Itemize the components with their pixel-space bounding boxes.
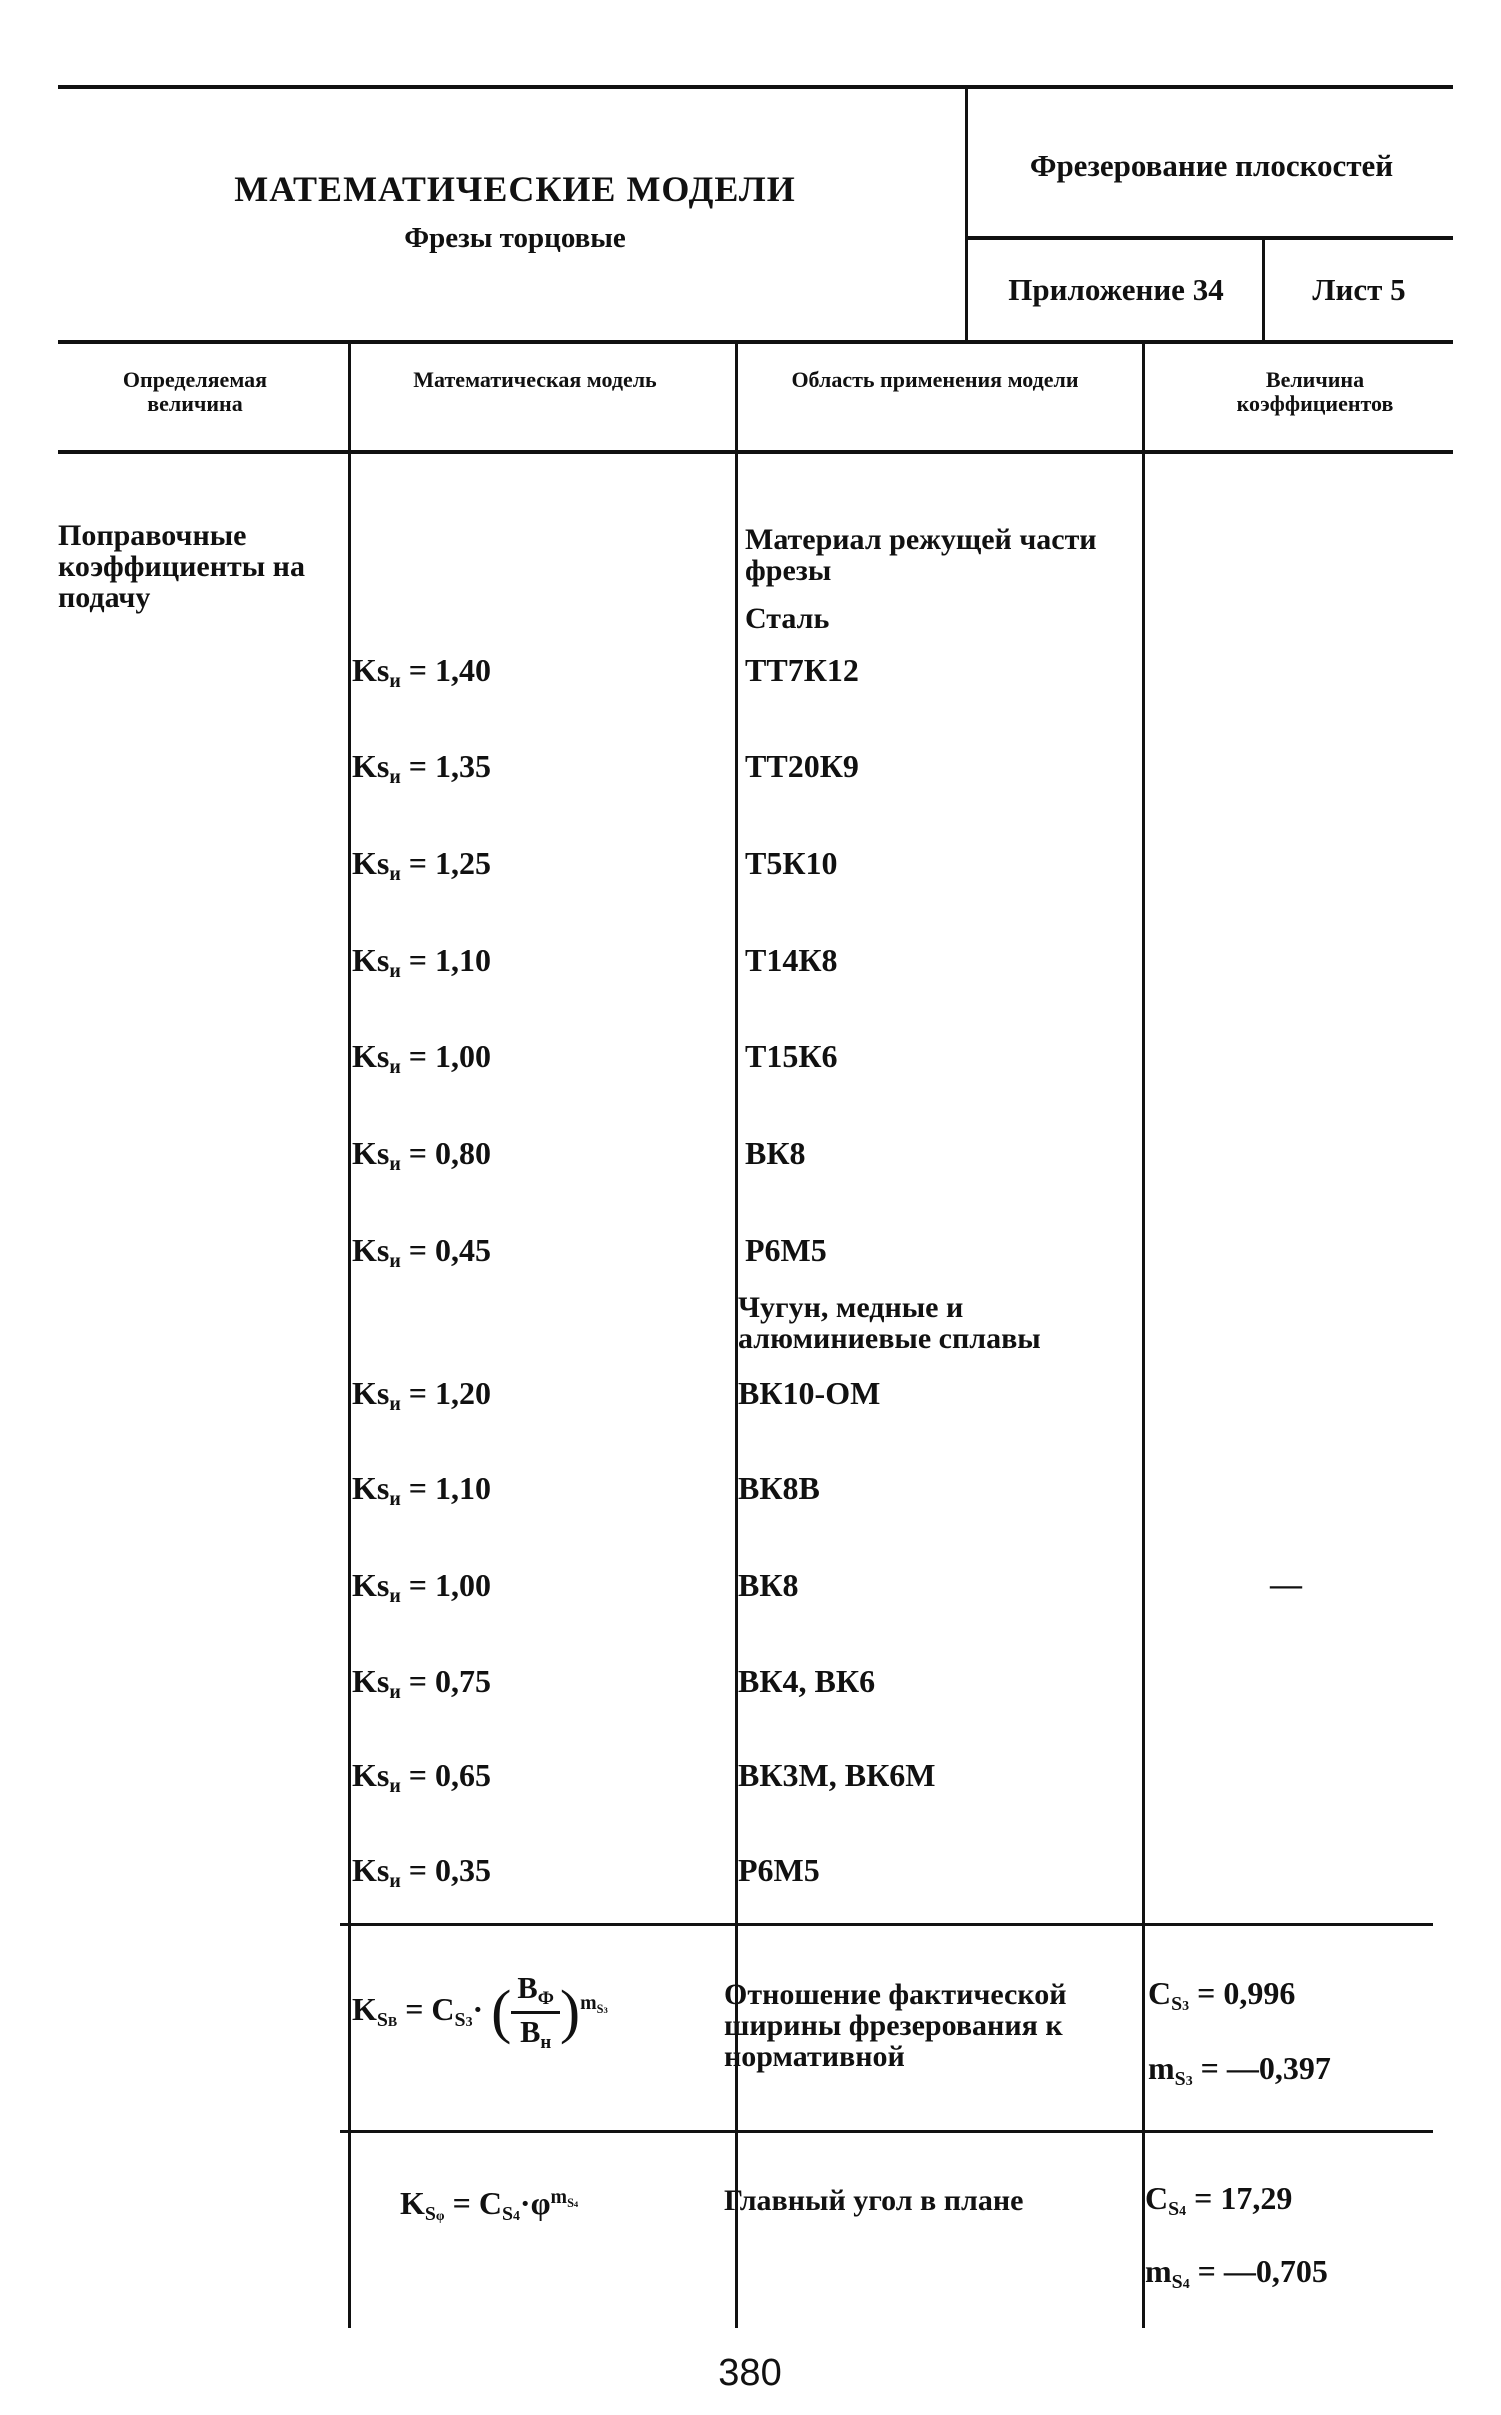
material-grade: Т5К10 [745,845,838,881]
model-symbol-subscript: и [389,1250,401,1273]
model-value: 1,10 [435,1470,492,1506]
model-value: 0,35 [435,1852,492,1888]
material-grade: ВК8 [745,1135,806,1171]
col-line-1 [348,343,351,2328]
model-symbol: Ks [352,1663,390,1699]
sheet-label: Лист 5 [1312,272,1406,307]
model-value: 1,25 [435,845,492,881]
material-grade: ВК4, ВК6 [738,1663,876,1699]
formula2-m-value: mS4 = —0,705 [1145,2253,1328,2294]
formula2-top-rule [340,2130,1433,2133]
material-grade: ТТ20К9 [745,748,859,784]
model-symbol-subscript: и [389,1153,401,1176]
model-symbol-subscript: и [389,1393,401,1416]
header-divider-vertical [965,88,968,340]
model-value: 1,35 [435,748,492,784]
col-line-3 [1142,343,1145,2328]
model-symbol: Ks [352,652,390,688]
model-value: 0,65 [435,1757,492,1793]
model-value: 1,40 [435,652,492,688]
material-grade: Т14К8 [745,942,838,978]
model-symbol-subscript: и [389,1488,401,1511]
model-formula: Ksи = 1,10 [352,1470,492,1511]
column-header-coefficients: Величина коэффициентов [1236,367,1394,416]
model-value: 1,00 [435,1038,492,1074]
model-symbol: Ks [352,1038,390,1074]
formula2-description: Главный угол в плане [724,2184,1024,2217]
page-number: 380 [718,2352,782,2394]
model-symbol-subscript: и [389,670,401,693]
material-grade: Т15К6 [745,1038,838,1074]
model-symbol-subscript: и [389,1775,401,1798]
model-value: 1,00 [435,1567,492,1603]
model-symbol-subscript: и [389,1870,401,1893]
model-formula: Ksи = 1,00 [352,1567,492,1608]
group-title-cutting-material: Материал режущей части фрезы [745,523,1097,587]
group-subtitle-steel: Сталь [745,602,830,635]
model-symbol: Ks [352,1470,390,1506]
column-header-quantity: Определяемая величина [122,367,268,416]
header-bottom-rule [58,340,1453,344]
group-title-cast-iron: Чугун, медные и алюминиевые сплавы [738,1291,1041,1355]
formula1-top-rule [340,1923,1433,1926]
model-symbol-subscript: и [389,766,401,789]
formula1-c-value: CS3 = 0,996 [1148,1975,1296,2016]
model-symbol: Ks [352,845,390,881]
model-formula: Ksи = 0,45 [352,1232,492,1273]
column-header-rule [58,450,1453,454]
material-grade: ТТ7К12 [745,652,859,688]
material-grade: ВК3М, ВК6М [738,1757,936,1793]
model-formula: Ksи = 1,40 [352,652,492,693]
model-value: 0,80 [435,1135,492,1171]
model-value: 1,10 [435,942,492,978]
appendix-label: Приложение 34 [1008,272,1224,307]
model-value: 1,20 [435,1375,492,1411]
page-subtitle: Фрезы торцовые [404,222,626,254]
model-symbol: Ks [352,1375,390,1411]
formula1-expression: KSВ = CS3· ( ВФ Вн )$^{mS3}$ [352,1971,608,2054]
material-grade: ВК8В [738,1470,820,1506]
operation-label: Фрезерование плоскостей [1029,148,1394,183]
model-symbol-subscript: и [389,960,401,983]
material-grade: Р6М5 [745,1232,827,1268]
model-value: 0,75 [435,1663,492,1699]
column-header-model: Математическая модель [413,367,657,392]
model-formula: Ksи = 0,75 [352,1663,492,1704]
material-grade: Р6М5 [738,1852,820,1888]
model-formula: Ksи = 1,35 [352,748,492,789]
model-formula: Ksи = 0,35 [352,1852,492,1893]
top-rule [58,85,1453,89]
model-symbol: Ks [352,748,390,784]
model-symbol: Ks [352,1757,390,1793]
model-formula: Ksи = 1,10 [352,942,492,983]
model-formula: Ksи = 0,80 [352,1135,492,1176]
formula2-c-value: CS4 = 17,29 [1145,2180,1293,2221]
formula1-m-value: mS3 = —0,397 [1148,2050,1331,2091]
model-symbol-subscript: и [389,1056,401,1079]
model-symbol: Ks [352,942,390,978]
model-symbol: Ks [352,1232,390,1268]
coefficient-dash: — [1270,1566,1302,1602]
model-formula: Ksи = 0,65 [352,1757,492,1798]
header-right-rule [968,236,1453,240]
model-formula: Ksи = 1,20 [352,1375,492,1416]
page-title: МАТЕМАТИЧЕСКИЕ МОДЕЛИ [234,169,796,209]
material-grade: ВК10-ОМ [738,1375,881,1411]
model-formula: Ksи = 1,25 [352,845,492,886]
model-value: 0,45 [435,1232,492,1268]
model-symbol: Ks [352,1852,390,1888]
column-header-scope: Область применения модели [791,367,1079,392]
formula1-description: Отношение фактической ширины фрезерования к нормативной [724,1978,1067,2073]
quantity-label: Поправочные коэффициенты на подачу [58,519,305,614]
material-grade: ВК8 [738,1567,799,1603]
model-symbol: Ks [352,1135,390,1171]
model-symbol-subscript: и [389,1681,401,1704]
model-symbol: Ks [352,1567,390,1603]
model-symbol-subscript: и [389,863,401,886]
model-symbol-subscript: и [389,1585,401,1608]
formula2-expression: $KS\varphi = CS4\cdot\varphi^{mS4}$ [400,2185,579,2226]
model-formula: Ksи = 1,00 [352,1038,492,1079]
